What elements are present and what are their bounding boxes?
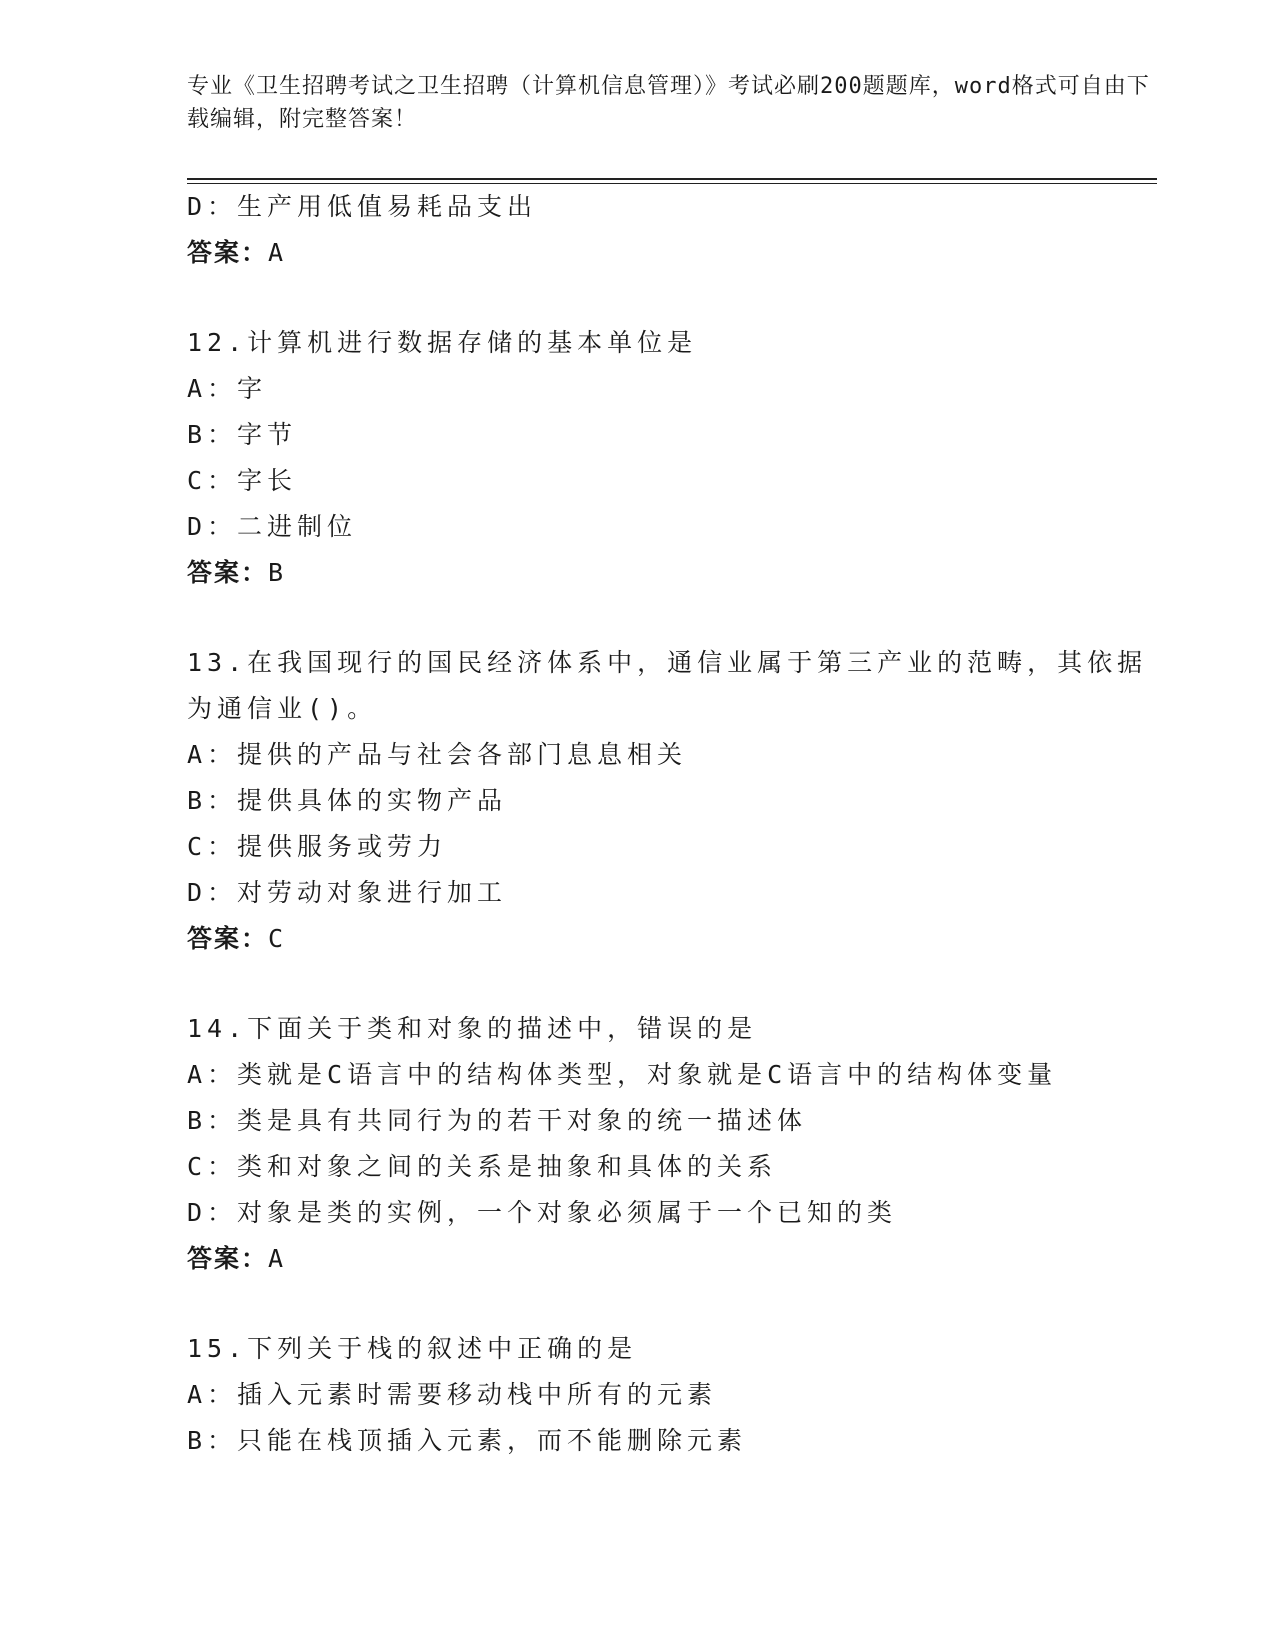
answer-line: [187, 550, 1157, 596]
question-13: [187, 640, 1157, 962]
option-c: C：类和对象之间的关系是抽象和具体的关系: [187, 1152, 778, 1181]
question-12: [187, 320, 1157, 596]
answer-value: B: [268, 558, 286, 587]
question-title: 12.计算机进行数据存储的基本单位是: [187, 328, 698, 357]
question-title: 15.下列关于栈的叙述中正确的是: [187, 1334, 638, 1363]
option-c: C：提供服务或劳力: [187, 832, 448, 861]
answer-label: 答案：: [187, 238, 269, 267]
option-c: C：字长: [187, 466, 298, 495]
question-15: [187, 1326, 1157, 1464]
option-d: D：对劳动对象进行加工: [187, 878, 508, 907]
option-a: A：提供的产品与社会各部门息息相关: [187, 740, 688, 769]
answer-line: [187, 230, 1157, 276]
question-14: [187, 1006, 1157, 1282]
document-page: [187, 70, 1157, 1464]
answer-label: 答案：: [187, 558, 269, 587]
option-d: D：生产用低值易耗品支出: [187, 192, 538, 221]
option-a: A：插入元素时需要移动栈中所有的元素: [187, 1380, 718, 1409]
answer-value: C: [268, 924, 286, 953]
question-11-tail: [187, 184, 1157, 276]
answer-value: A: [268, 1244, 286, 1273]
option-b: B：类是具有共同行为的若干对象的统一描述体: [187, 1106, 808, 1135]
answer-label: 答案：: [187, 1244, 269, 1273]
option-b: B：提供具体的实物产品: [187, 786, 508, 815]
option-d: D：对象是类的实例，一个对象必须属于一个已知的类: [187, 1198, 898, 1227]
answer-value: A: [268, 238, 286, 267]
question-title: 13.在我国现行的国民经济体系中，通信业属于第三产业的范畴，其依据为通信业()。: [187, 648, 1148, 723]
answer-line: [187, 1236, 1157, 1282]
answer-label: 答案：: [187, 924, 269, 953]
option-a: A：类就是C语言中的结构体类型，对象就是C语言中的结构体变量: [187, 1060, 1058, 1089]
document-header: 专业《卫生招聘考试之卫生招聘（计算机信息管理）》考试必刷200题题库，word格式可自由下载编辑，附完整答案！: [187, 74, 1150, 132]
question-title: 14.下面关于类和对象的描述中，错误的是: [187, 1014, 758, 1043]
answer-line: [187, 916, 1157, 962]
option-a: A：字: [187, 374, 268, 403]
option-d: D：二进制位: [187, 512, 358, 541]
option-b: B：字节: [187, 420, 298, 449]
option-b: B：只能在栈顶插入元素，而不能删除元素: [187, 1426, 748, 1455]
